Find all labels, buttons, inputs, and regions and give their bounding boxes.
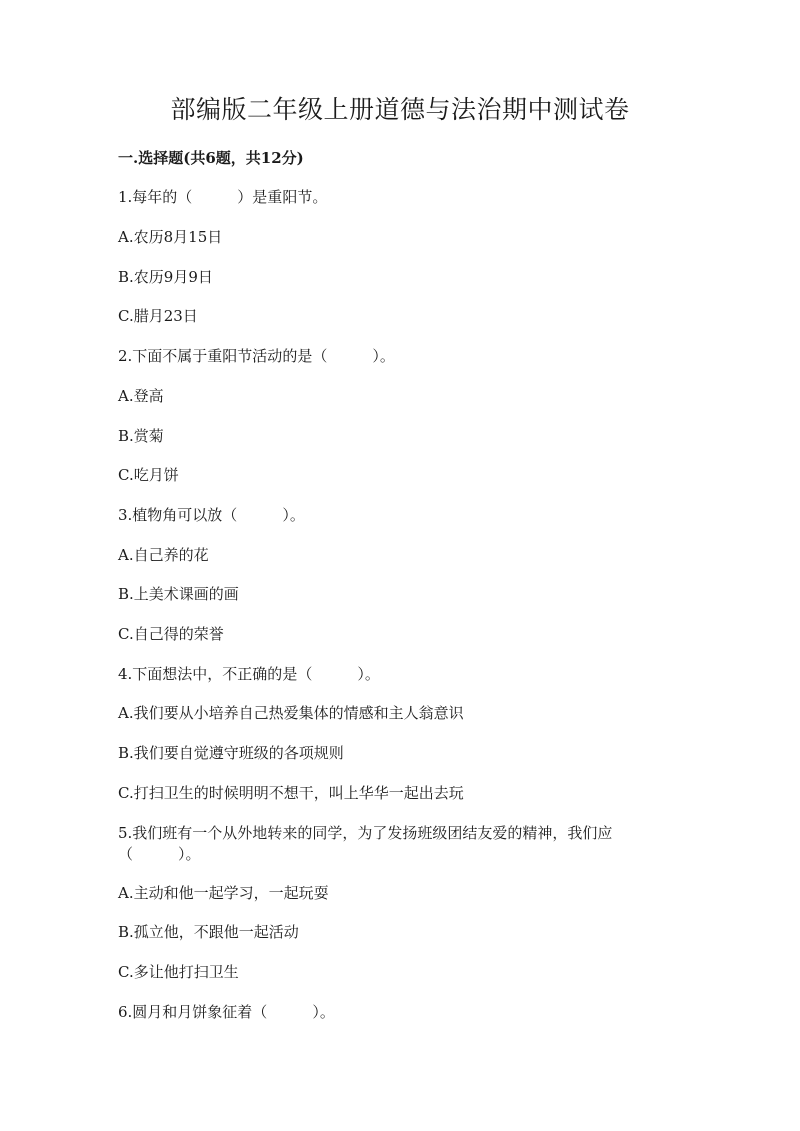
question-6-stem: 6.圆月和月饼象征着（ ）。 <box>118 1003 335 1021</box>
question-4-option-a: A.我们要从小培养自己热爱集体的情感和主人翁意识 <box>118 704 464 722</box>
question-2-option-a: A.登高 <box>118 387 164 405</box>
question-5-stem-continued: （ ）。 <box>118 845 201 863</box>
question-1-option-a: A.农历8月15日 <box>118 228 223 246</box>
question-2-stem: 2.下面不属于重阳节活动的是（ ）。 <box>118 347 395 365</box>
section-heading: 一.选择题(共6题，共12分) <box>118 149 304 167</box>
question-1-option-b: B.农历9月9日 <box>118 268 213 286</box>
question-4-option-c: C.打扫卫生的时候明明不想干，叫上华华一起出去玩 <box>118 784 464 802</box>
question-5-option-a: A.主动和他一起学习，一起玩耍 <box>118 884 329 902</box>
question-3-option-c: C.自己得的荣誉 <box>118 625 224 643</box>
question-3-stem: 3.植物角可以放（ ）。 <box>118 506 305 524</box>
question-4-stem: 4.下面想法中，不正确的是（ ）。 <box>118 665 380 683</box>
question-3-option-a: A.自己养的花 <box>118 546 209 564</box>
question-3-option-b: B.上美术课画的画 <box>118 585 239 603</box>
question-2-option-b: B.赏菊 <box>118 427 164 445</box>
question-2-option-c: C.吃月饼 <box>118 466 179 484</box>
question-5-stem: 5.我们班有一个从外地转来的同学，为了发扬班级团结友爱的精神，我们应 <box>118 824 613 842</box>
question-5-option-b: B.孤立他，不跟他一起活动 <box>118 923 299 941</box>
question-5-option-c: C.多让他打扫卫生 <box>118 963 239 981</box>
question-4-option-b: B.我们要自觉遵守班级的各项规则 <box>118 744 344 762</box>
question-1-option-c: C.腊月23日 <box>118 307 198 325</box>
exam-title: 部编版二年级上册道德与法治期中测试卷 <box>170 95 630 124</box>
question-1-stem: 1.每年的（ ）是重阳节。 <box>118 188 328 206</box>
